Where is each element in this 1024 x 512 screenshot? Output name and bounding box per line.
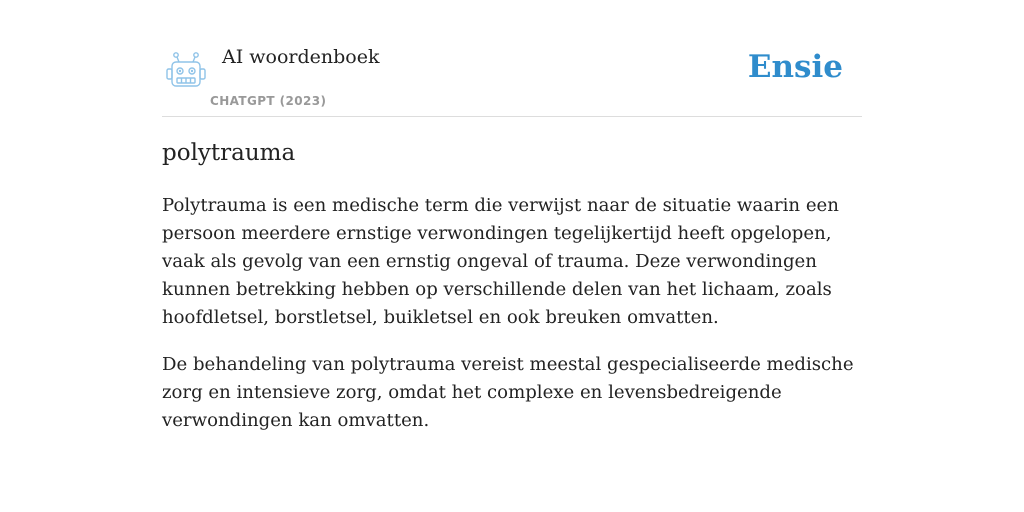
entry-term: polytrauma bbox=[162, 140, 296, 166]
source-title[interactable]: AI woordenboek bbox=[222, 46, 380, 68]
definition-paragraph: De behandeling van polytrauma vereist meestal gespecialiseerde medische zorg en intensieve zorg, omdat het complexe en levensbedreigende verwondingen kan omvatten. bbox=[162, 354, 854, 431]
entry-definition bbox=[162, 192, 867, 454]
definition-paragraph: Polytrauma is een medische term die verwijst naar de situatie waarin een persoon meerdere ernstige verwondingen tegelijkertijd heeft opgelopen, vaak als gevolg van een ernstig ongeval of trauma. Deze verwondingen kunnen betrekking hebben op verschillende delen van het lichaam, zoals hoofdletsel, borstletsel, buikletsel en ook breuken omvatten. bbox=[162, 195, 839, 328]
brand-logo[interactable]: Ensie bbox=[747, 49, 843, 85]
source-header bbox=[162, 0, 862, 117]
robot-icon bbox=[165, 51, 207, 91]
source-meta: CHATGPT (2023) bbox=[210, 94, 327, 108]
